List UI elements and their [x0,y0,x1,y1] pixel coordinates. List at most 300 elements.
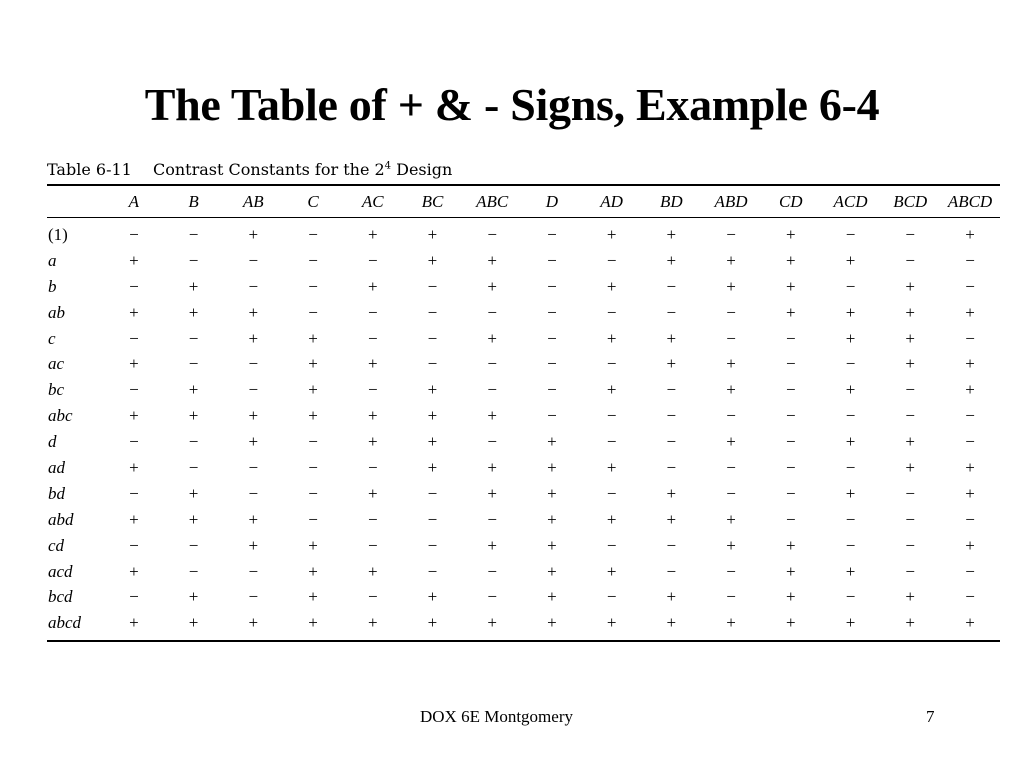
sign-cell: + [487,457,497,477]
table-body [47,218,1000,642]
sign-cell: + [666,613,677,633]
row-label: ab [48,302,65,322]
sign-cell: − [547,276,557,296]
sign-cell: − [905,224,915,244]
sign-cell: − [427,354,438,374]
sign-cell: − [785,457,796,477]
sign-cell: + [606,224,617,244]
sign-cell: − [248,354,259,374]
table-row [47,610,1000,641]
row-label: abc [48,406,73,426]
sign-cell: − [845,509,856,529]
sign-cell: − [606,250,617,270]
sign-cell: + [487,328,497,348]
sign-cell: + [726,509,736,529]
sign-cell: − [188,354,199,374]
sign-cell: − [188,457,199,477]
sign-cell: − [487,380,497,400]
sign-cell: + [845,483,856,503]
sign-cell: − [726,587,736,607]
sign-cell: − [785,509,796,529]
sign-cell: + [785,302,796,322]
sign-cell: + [547,587,557,607]
sign-cell: − [487,354,497,374]
table-row [47,533,1000,559]
sign-cell: + [367,406,378,426]
sign-cell: + [905,328,915,348]
sign-cell: + [487,535,497,555]
column-header: BC [403,185,463,218]
sign-cell: + [547,483,557,503]
sign-cell: + [905,354,915,374]
sign-cell: + [248,302,259,322]
sign-cell: − [129,483,139,503]
sign-cell: − [726,483,736,503]
sign-cell: − [905,509,915,529]
sign-cell: − [308,250,318,270]
sign-cell: − [129,276,139,296]
sign-cell: + [188,587,199,607]
sign-cell: + [547,432,557,452]
row-label: ad [48,457,65,477]
sign-cell: + [965,535,975,555]
sign-cell: + [785,276,796,296]
sign-cell: + [188,509,199,529]
sign-cell: + [129,457,139,477]
column-header: ABC [462,185,522,218]
sign-cell: − [666,406,677,426]
row-label: d [48,432,57,452]
sign-cell: + [845,302,856,322]
sign-cell: − [427,483,438,503]
sign-cell: + [487,250,497,270]
sign-cell: − [905,561,915,581]
table-row [47,584,1000,610]
sign-cell: − [726,561,736,581]
sign-cell: + [965,224,975,244]
sign-cell: − [427,276,438,296]
sign-cell: + [487,613,497,633]
sign-cell: + [606,509,617,529]
sign-cell: − [129,328,139,348]
table-row [47,507,1000,533]
sign-cell: + [965,302,975,322]
sign-cell: + [427,432,438,452]
sign-cell: − [308,457,318,477]
sign-cell: − [367,302,378,322]
sign-cell: − [248,276,259,296]
sign-cell: + [845,613,856,633]
sign-cell: − [547,406,557,426]
sign-cell: − [367,535,378,555]
sign-cell: − [726,302,736,322]
sign-cell: − [367,509,378,529]
sign-cell: − [308,509,318,529]
sign-cell: − [965,561,975,581]
sign-cell: − [905,406,915,426]
sign-cell: + [188,276,199,296]
sign-cell: − [965,587,975,607]
sign-cell: − [785,354,796,374]
sign-cell: + [129,509,139,529]
sign-cell: + [248,509,259,529]
sign-cell: + [248,613,259,633]
sign-cell: + [427,380,438,400]
sign-cell: − [905,380,915,400]
row-label: b [48,276,57,296]
sign-cell: + [845,380,856,400]
sign-cell: − [427,509,438,529]
sign-cell: − [308,432,318,452]
footer-source: DOX 6E Montgomery [420,707,573,726]
sign-cell: + [785,535,796,555]
sign-cell: − [487,561,497,581]
sign-cell: − [547,328,557,348]
row-label: abd [48,509,74,529]
sign-cell: − [905,535,915,555]
column-header: A [104,185,164,218]
sign-cell: − [845,354,856,374]
sign-cell: − [367,457,378,477]
sign-cell: + [666,354,677,374]
table-row [47,559,1000,585]
sign-cell: − [248,483,259,503]
sign-cell: + [905,613,915,633]
sign-cell: − [367,587,378,607]
sign-cell: − [845,276,856,296]
sign-cell: − [427,535,438,555]
sign-cell: + [188,302,199,322]
sign-cell: − [785,328,796,348]
sign-cell: − [606,587,617,607]
sign-cell: − [666,302,677,322]
table-caption-text: Contrast Constants for the 2 [153,160,385,179]
sign-cell: + [248,328,259,348]
sign-cell: + [666,250,677,270]
table-row [47,274,1000,300]
sign-cell: + [248,432,259,452]
sign-cell: + [367,354,378,374]
sign-cell: − [905,250,915,270]
column-header: BD [641,185,701,218]
sign-cell: − [785,432,796,452]
sign-cell: − [965,328,975,348]
sign-cell: − [845,535,856,555]
sign-cell: − [367,328,378,348]
sign-cell: + [666,509,677,529]
row-label: ac [48,354,65,374]
sign-cell: − [487,509,497,529]
sign-cell: + [965,483,975,503]
sign-cell: − [726,457,736,477]
sign-cell: + [308,328,318,348]
sign-cell: − [248,380,259,400]
sign-cell: − [785,380,796,400]
sign-cell: − [965,509,975,529]
sign-cell: − [965,406,975,426]
sign-cell: + [606,613,617,633]
sign-cell: − [606,354,617,374]
column-header: AC [343,185,403,218]
sign-cell: − [547,354,557,374]
sign-cell: + [666,328,677,348]
slide-title: The Table of + & - Signs, Example 6-4 [144,79,880,130]
row-label: c [48,328,56,348]
sign-cell: + [129,613,139,633]
row-label: bcd [48,587,73,607]
sign-cell: + [487,276,497,296]
column-header: AB [223,185,283,218]
sign-cell: + [905,302,915,322]
sign-cell: − [308,302,318,322]
row-label: abcd [48,613,82,633]
column-header: D [522,185,582,218]
table-caption-number: Table 6-11 [47,160,132,179]
sign-cell: − [188,250,199,270]
sign-cell: + [606,380,617,400]
table-row [47,351,1000,377]
sign-cell: + [427,587,438,607]
sign-cell: − [666,276,677,296]
sign-cell: − [666,432,677,452]
sign-cell: − [785,483,796,503]
sign-cell: − [785,406,796,426]
sign-cell: + [308,406,318,426]
table-row [47,481,1000,507]
sign-cell: + [547,457,557,477]
sign-cell: + [129,250,139,270]
column-header: AD [582,185,642,218]
sign-cell: + [666,587,677,607]
sign-cell: − [606,535,617,555]
sign-cell: − [606,483,617,503]
sign-cell: + [129,302,139,322]
sign-cell: − [248,457,259,477]
sign-cell: + [308,354,318,374]
sign-cell: + [188,483,199,503]
sign-cell: − [606,302,617,322]
header-corner-cell [47,185,104,218]
sign-cell: + [427,250,438,270]
column-header: B [164,185,224,218]
sign-cell: + [845,561,856,581]
sign-cell: + [845,328,856,348]
sign-cell: + [726,613,736,633]
row-label: a [48,250,57,270]
sign-cell: − [845,406,856,426]
sign-cell: + [785,613,796,633]
sign-cell: − [129,432,139,452]
sign-cell: − [188,328,199,348]
sign-cell: − [726,406,736,426]
sign-cell: + [606,276,617,296]
sign-cell: + [188,380,199,400]
sign-cell: − [845,587,856,607]
table-row [47,218,1000,248]
table-header-row [47,185,1000,218]
sign-cell: + [487,483,497,503]
sign-cell: − [308,224,318,244]
sign-cell: + [367,224,378,244]
sign-cell: + [367,561,378,581]
sign-cell: − [129,587,139,607]
sign-cell: − [308,483,318,503]
sign-cell: − [487,587,497,607]
row-label: cd [48,535,65,555]
sign-cell: + [606,561,617,581]
row-label: bc [48,380,65,400]
sign-cell: − [666,457,677,477]
sign-cell: − [188,432,199,452]
sign-cell: − [248,587,259,607]
contrast-constants-table [47,184,1000,642]
contrast-table-container [47,156,1000,642]
table-caption-suffix: Design [391,160,453,179]
sign-cell: − [547,380,557,400]
sign-cell: + [905,587,915,607]
row-label: bd [48,483,65,503]
sign-cell: − [188,561,199,581]
sign-cell: + [845,250,856,270]
sign-cell: + [547,613,557,633]
sign-cell: + [726,380,736,400]
sign-cell: − [905,483,915,503]
sign-cell: + [367,276,378,296]
sign-cell: + [427,224,438,244]
sign-cell: − [726,224,736,244]
sign-cell: − [487,302,497,322]
sign-cell: + [726,535,736,555]
sign-cell: + [965,613,975,633]
sign-cell: − [965,276,975,296]
column-header: CD [761,185,821,218]
sign-cell: + [248,224,259,244]
column-header: C [283,185,343,218]
table-row [47,455,1000,481]
table-caption-exponent: 4 [384,160,392,172]
sign-cell: + [666,224,677,244]
sign-cell: + [308,613,318,633]
sign-cell: − [487,432,497,452]
sign-cell: + [248,535,259,555]
page-number: 7 [926,707,935,726]
sign-cell: + [785,250,796,270]
sign-cell: − [726,328,736,348]
sign-cell: + [606,328,617,348]
sign-cell: − [129,535,139,555]
sign-cell: − [248,250,259,270]
sign-cell: + [785,224,796,244]
table-row [47,429,1000,455]
column-header: ABD [701,185,761,218]
sign-cell: − [965,250,975,270]
row-label: acd [48,561,73,581]
sign-cell: + [965,380,975,400]
sign-cell: + [905,276,915,296]
table-row [47,326,1000,352]
sign-cell: − [547,302,557,322]
column-header: ABCD [940,185,1000,218]
sign-cell: + [308,535,318,555]
table-caption [47,156,1000,184]
sign-cell: + [248,406,259,426]
sign-cell: − [129,224,139,244]
sign-cell: + [726,250,736,270]
sign-cell: − [367,380,378,400]
sign-cell: + [367,432,378,452]
sign-cell: − [188,224,199,244]
sign-cell: + [726,276,736,296]
sign-cell: − [606,432,617,452]
sign-cell: − [666,535,677,555]
sign-cell: + [965,354,975,374]
sign-cell: − [129,380,139,400]
sign-cell: + [726,432,736,452]
table-row [47,403,1000,429]
sign-cell: + [666,483,677,503]
sign-cell: − [845,224,856,244]
sign-cell: + [129,561,139,581]
sign-cell: + [726,354,736,374]
sign-cell: + [965,457,975,477]
sign-cell: + [785,561,796,581]
sign-cell: − [308,276,318,296]
sign-cell: − [427,328,438,348]
column-header: BCD [880,185,940,218]
sign-cell: − [547,224,557,244]
row-label: (1) [48,224,68,244]
sign-cell: + [129,354,139,374]
sign-cell: + [129,406,139,426]
sign-cell: + [547,561,557,581]
sign-cell: + [188,406,199,426]
sign-cell: + [427,613,438,633]
sign-cell: − [427,302,438,322]
sign-cell: − [666,561,677,581]
sign-cell: − [427,561,438,581]
table-row [47,300,1000,326]
sign-cell: − [188,535,199,555]
sign-cell: + [308,561,318,581]
sign-cell: − [248,561,259,581]
sign-cell: + [427,406,438,426]
sign-cell: − [666,380,677,400]
sign-cell: + [606,457,617,477]
sign-cell: − [547,250,557,270]
sign-cell: + [785,587,796,607]
table-row [47,248,1000,274]
sign-cell: − [487,224,497,244]
sign-cell: + [308,380,318,400]
sign-cell: + [905,432,915,452]
sign-cell: + [188,613,199,633]
table-row [47,377,1000,403]
sign-cell: + [547,535,557,555]
column-header: ACD [821,185,881,218]
sign-cell: − [965,432,975,452]
sign-cell: − [606,406,617,426]
sign-cell: − [367,250,378,270]
sign-cell: + [547,509,557,529]
sign-cell: + [367,613,378,633]
sign-cell: + [905,457,915,477]
sign-cell: + [487,406,497,426]
sign-cell: + [367,483,378,503]
sign-cell: + [427,457,438,477]
sign-cell: + [308,587,318,607]
sign-cell: + [845,432,856,452]
sign-cell: − [845,457,856,477]
